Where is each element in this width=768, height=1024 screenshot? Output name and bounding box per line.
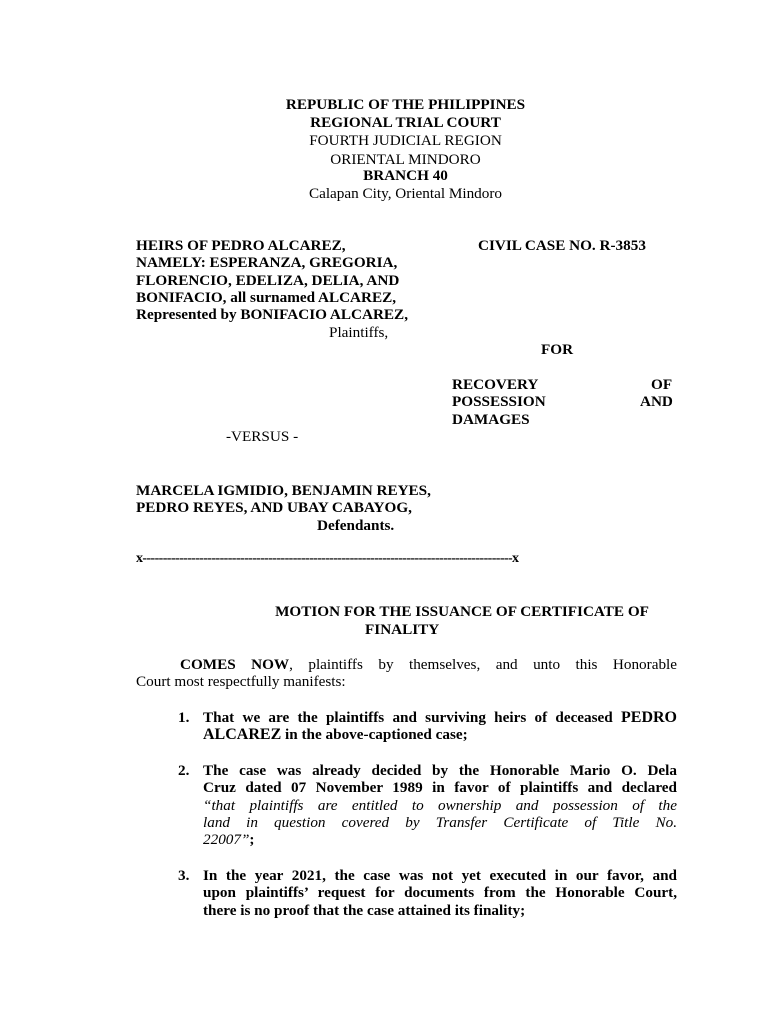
court-header: [0, 96, 768, 132]
versus-label: -VERSUS -: [226, 428, 299, 445]
header-branch: BRANCH 40: [363, 166, 448, 184]
motion-title-line2: FINALITY: [365, 620, 440, 638]
intro-text: , plaintiffs by themselves, and unto this Honorable: [289, 656, 677, 673]
court-branch-block: [0, 167, 768, 185]
item-line: “that plaintiffs are entitled to ownership and possession of the: [203, 796, 677, 814]
plaintiffs-line: FLORENCIO, EDELIZA, DELIA, AND: [136, 271, 400, 289]
item-number: 3.: [178, 867, 190, 884]
item-line: land in question covered by Transfer Certificate of Title No.: [203, 813, 677, 831]
for-label: FOR: [541, 341, 574, 358]
item-name-pedro: PEDRO: [621, 709, 677, 726]
list-item: [203, 762, 677, 797]
defendants-label: Defendants.: [317, 516, 395, 534]
item-line: Cruz dated 07 November 1989 in favor of plaintiffs and declared: [203, 779, 677, 797]
item-line: [203, 831, 677, 848]
nature-possession: POSSESSION: [452, 393, 546, 411]
plaintiffs-label: Plaintiffs,: [329, 323, 389, 341]
item-line: upon plaintiffs’ request for documents from the Honorable Court,: [203, 884, 677, 902]
header-republic: REPUBLIC OF THE PHILIPPINES: [285, 96, 526, 113]
comes-now-label: COMES NOW: [180, 656, 290, 673]
item-line: The case was already decided by the Honorable Mario O. Dela: [203, 762, 677, 779]
item-number: 2.: [178, 762, 190, 779]
list-item: [203, 867, 677, 919]
intro-line2: Court most respectfully manifests:: [136, 673, 346, 691]
defendants-line: PEDRO REYES, AND UBAY CABAYOG,: [136, 499, 412, 517]
plaintiffs-line: NAMELY: ESPERANZA, GREGORIA,: [136, 254, 398, 272]
header-court: REGIONAL TRIAL COURT: [310, 114, 501, 132]
header-location: Calapan City, Oriental Mindoro: [308, 185, 503, 202]
motion-title: [136, 603, 768, 620]
nature-and: AND: [640, 393, 673, 411]
intro-line1: [136, 656, 677, 673]
quoted-decision: [203, 797, 677, 849]
quote-end: 22007”: [203, 831, 250, 849]
header-region: FOURTH JUDICIAL REGION: [309, 132, 502, 150]
plaintiffs-line: BONIFACIO, all surnamed ALCAREZ,: [136, 288, 397, 306]
item-line: [203, 726, 677, 743]
nature-damages: DAMAGES: [452, 410, 530, 428]
nature-of: OF: [651, 376, 673, 393]
item-punctuation: ;: [249, 831, 255, 849]
item-line: In the year 2021, the case was not yet executed in our favor, and: [203, 867, 677, 884]
plaintiffs-line: HEIRS OF PEDRO ALCAREZ,: [136, 237, 346, 254]
item-text: That we are the plaintiffs and surviving heirs of deceased: [203, 709, 621, 726]
plaintiffs-line: Represented by BONIFACIO ALCAREZ,: [136, 306, 408, 324]
motion-title-line1: MOTION FOR THE ISSUANCE OF CERTIFICATE OF: [275, 603, 649, 620]
caption-separator: x-------------------------------------------------------------------------------------------x: [136, 551, 519, 566]
intro-paragraph: [136, 656, 677, 691]
item-number: 1.: [178, 709, 190, 726]
item-name-alcarez: ALCAREZ: [203, 726, 282, 744]
court-location-block: [0, 185, 768, 203]
case-number: CIVIL CASE NO. R-3853: [478, 237, 646, 254]
court-region-block: [0, 132, 768, 168]
item-line: [203, 709, 677, 726]
item-text: in the above-captioned case;: [281, 726, 468, 744]
list-item: [203, 709, 677, 744]
header-province: ORIENTAL MINDORO: [330, 150, 481, 168]
nature-recovery: RECOVERY: [452, 376, 539, 393]
item-line: there is no proof that the case attained its finality;: [203, 901, 526, 919]
defendants-line: MARCELA IGMIDIO, BENJAMIN REYES,: [136, 482, 431, 499]
